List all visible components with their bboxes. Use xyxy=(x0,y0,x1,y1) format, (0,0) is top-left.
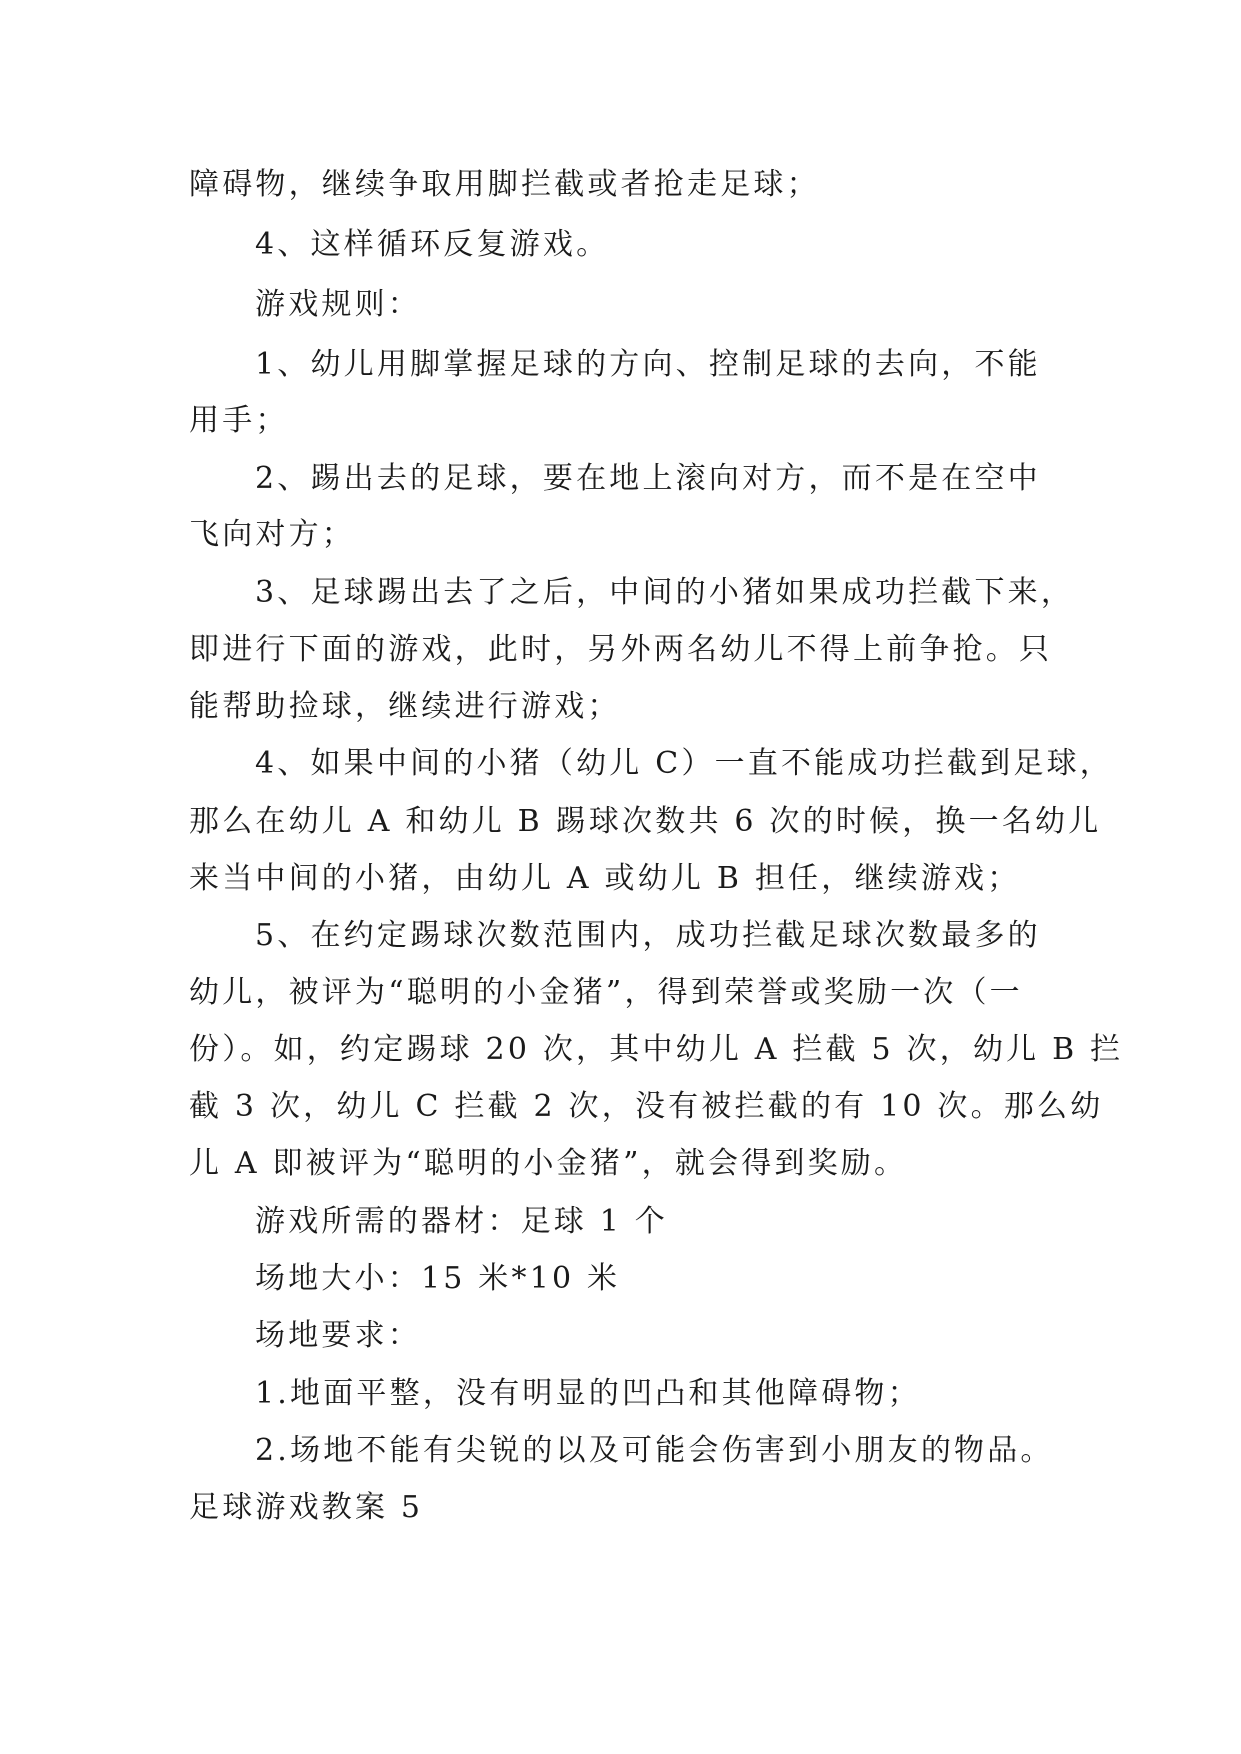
text-line: 2、踢出去的足球，要在地上滚向对方，而不是在空中 xyxy=(255,461,1041,496)
text-line: 即进行下面的游戏，此时，另外两名幼儿不得上前争抢。只 xyxy=(189,632,1053,667)
text-line: 那么在幼儿 A 和幼儿 B 踢球次数共 6 次的时候，换一名幼儿 xyxy=(189,804,1102,839)
text-line: 用手； xyxy=(189,403,289,438)
section-heading: 场地要求： xyxy=(255,1318,421,1353)
text-line: 2.场地不能有尖锐的以及可能会伤害到小朋友的物品。 xyxy=(255,1433,1054,1468)
text-line: 1、幼儿用脚掌握足球的方向、控制足球的去向，不能 xyxy=(255,347,1041,382)
text-line: 5、在约定踢球次数范围内，成功拦截足球次数最多的 xyxy=(255,918,1041,953)
text-line: 4、这样循环反复游戏。 xyxy=(255,227,610,262)
text-line: 来当中间的小猪，由幼儿 A 或幼儿 B 担任，继续游戏； xyxy=(189,861,1021,896)
text-line: 幼儿，被评为“聪明的小金猪”，得到荣誉或奖励一次（一 xyxy=(189,975,1023,1010)
text-line: 截 3 次，幼儿 C 拦截 2 次，没有被拦截的有 10 次。那么幼 xyxy=(189,1089,1104,1124)
section-title: 足球游戏教案 5 xyxy=(189,1490,424,1525)
text-line: 儿 A 即被评为“聪明的小金猪”，就会得到奖励。 xyxy=(189,1146,908,1181)
text-line: 份）。如，约定踢球 20 次，其中幼儿 A 拦截 5 次，幼儿 B 拦 xyxy=(189,1032,1124,1067)
text-line: 3、足球踢出去了之后，中间的小猪如果成功拦截下来， xyxy=(255,575,1075,610)
text-line: 1.地面平整，没有明显的凹凸和其他障碍物； xyxy=(255,1376,921,1411)
text-line: 飞向对方； xyxy=(189,517,355,552)
section-heading: 游戏规则： xyxy=(255,287,421,322)
text-line: 4、如果中间的小猪（幼儿 C）一直不能成功拦截到足球， xyxy=(255,746,1113,781)
text-line: 障碍物，继续争取用脚拦截或者抢走足球； xyxy=(189,167,820,202)
text-line: 游戏所需的器材：足球 1 个 xyxy=(255,1204,668,1239)
text-line: 能帮助捡球，继续进行游戏； xyxy=(189,689,621,724)
text-line: 场地大小：15 米*10 米 xyxy=(255,1261,621,1296)
